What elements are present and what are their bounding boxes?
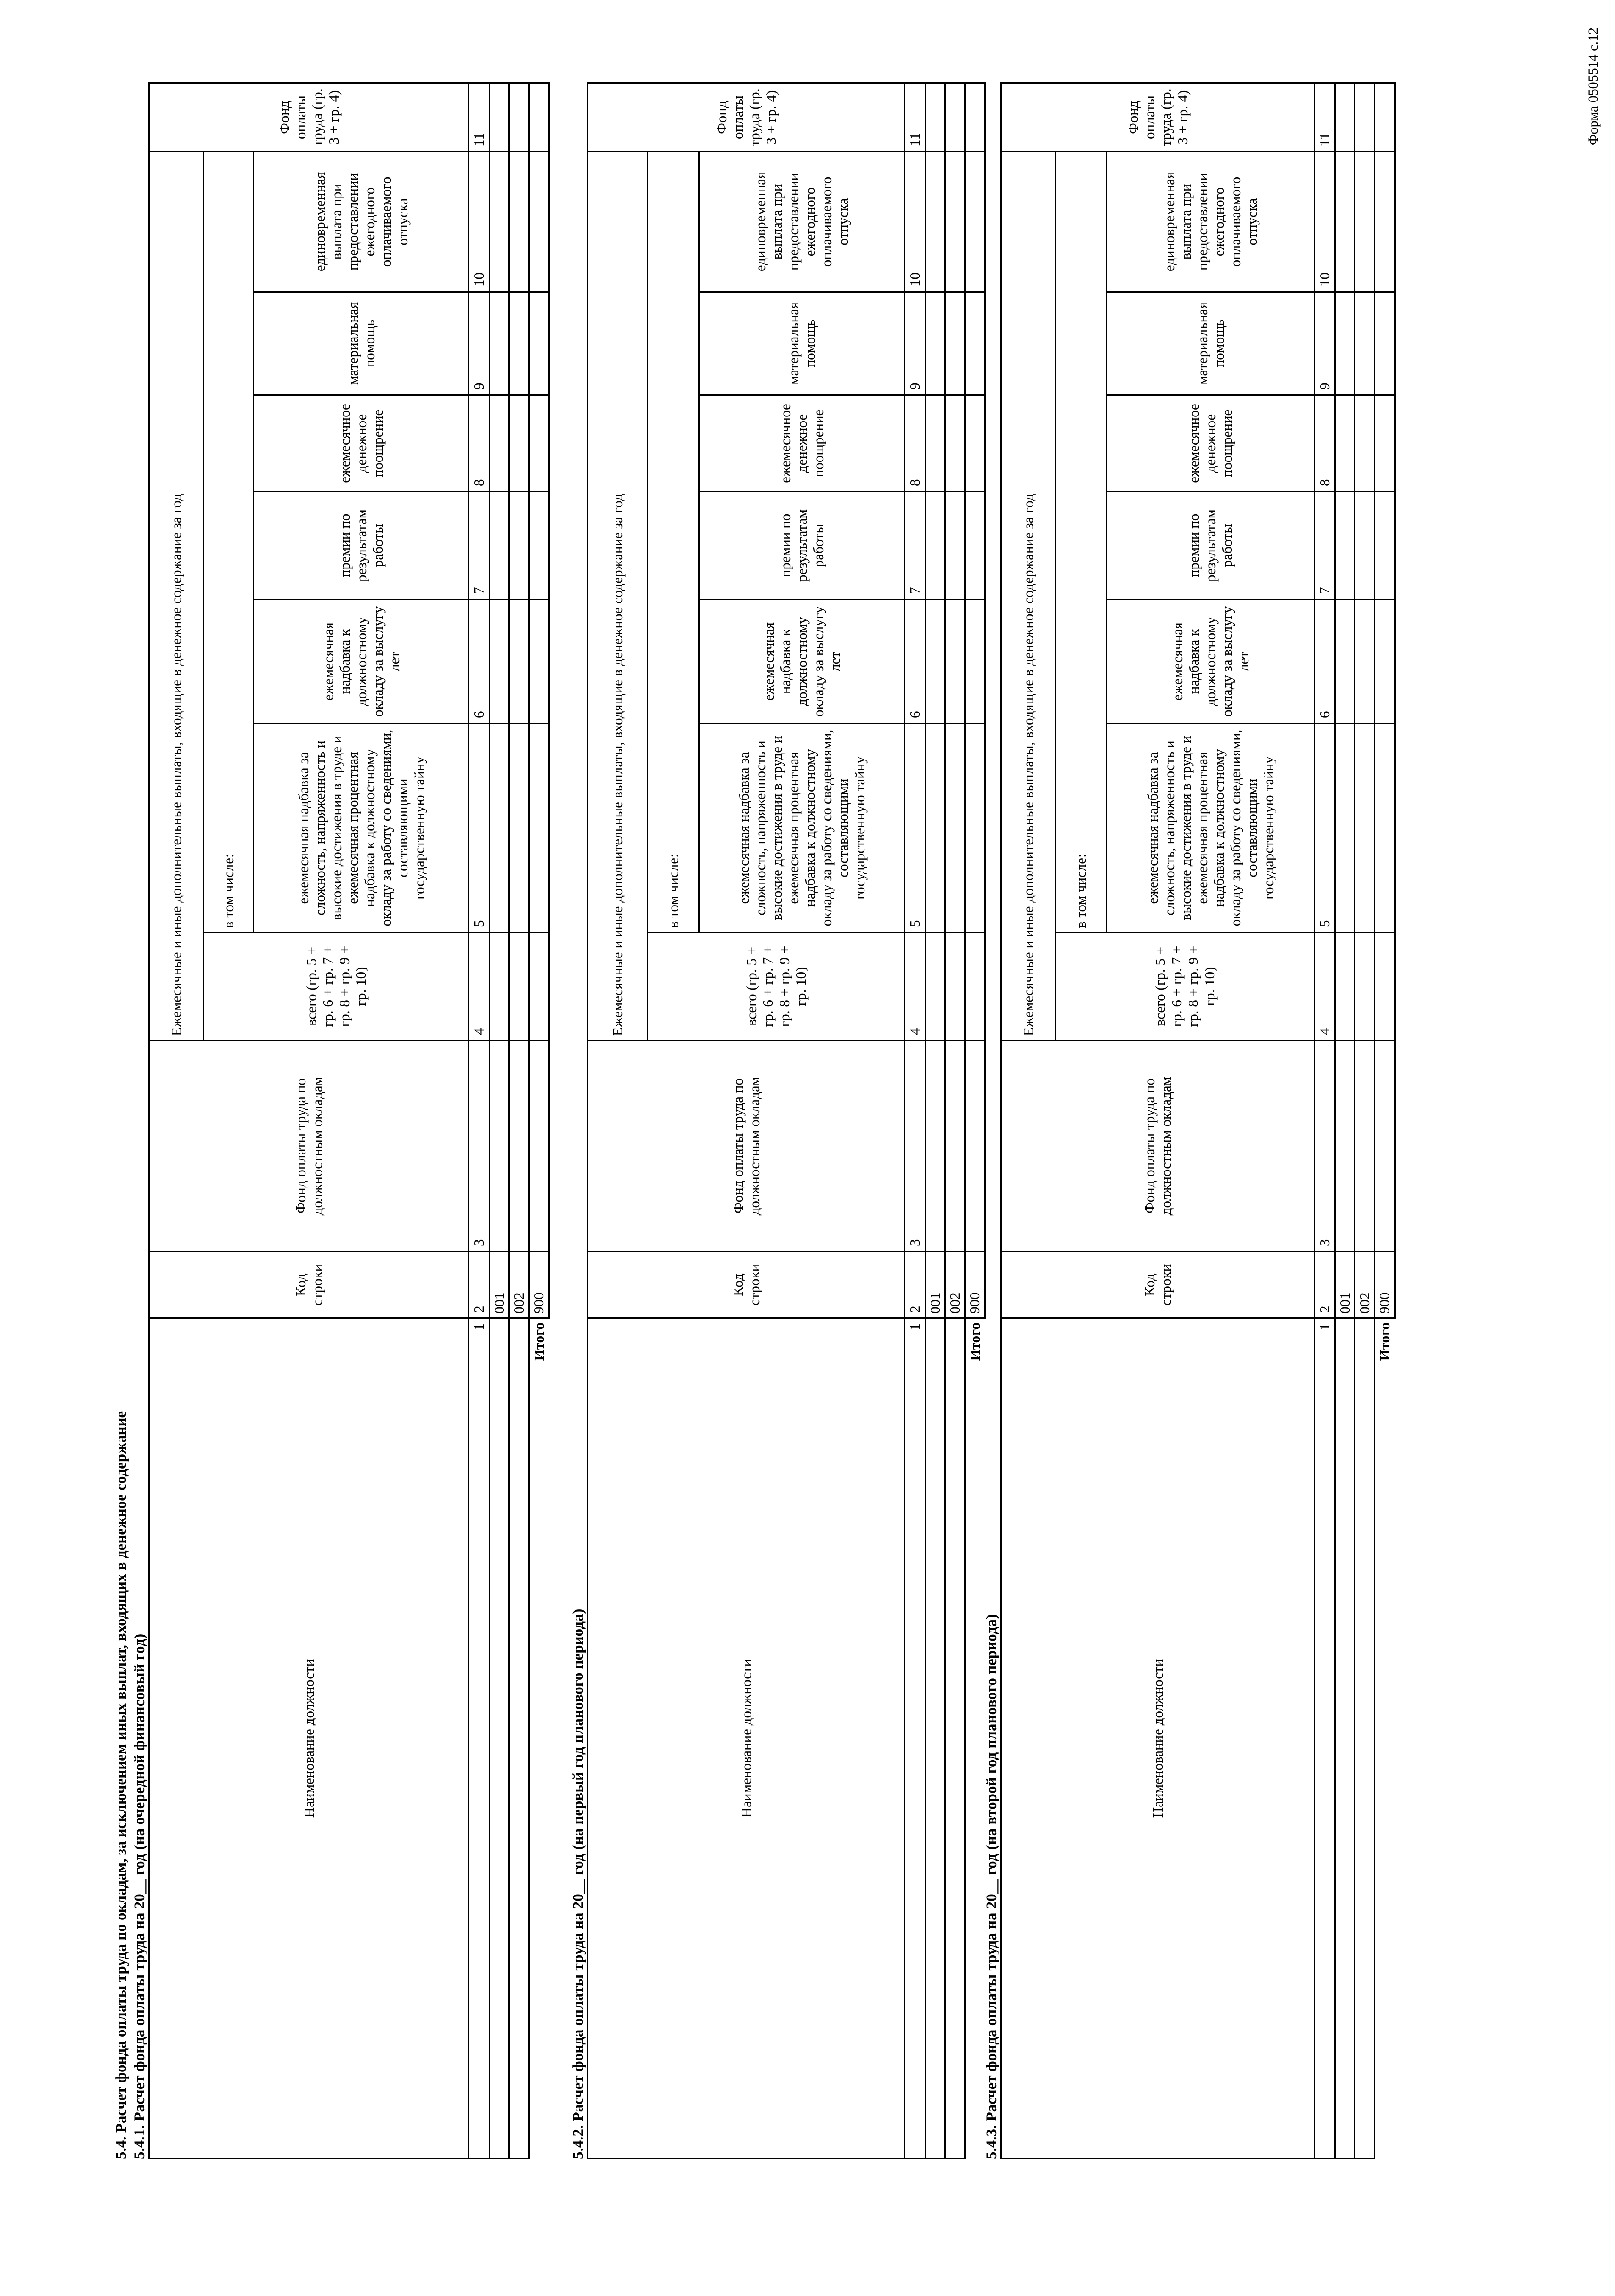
data-cell[interactable]: [945, 492, 965, 600]
column-number-row: [905, 83, 926, 2159]
total-label: Итого: [531, 1322, 548, 1361]
data-cell[interactable]: [509, 1041, 529, 1252]
column-number-7: 7: [1315, 492, 1335, 600]
total-cell[interactable]: [965, 152, 985, 292]
header-monthly-payments: Ежемесячные и иные дополнительные выплаты, входящие в денежное содержание за год: [149, 152, 203, 1041]
total-cell[interactable]: [965, 492, 985, 600]
column-number-3: 3: [1315, 1041, 1335, 1252]
total-label: Итого: [1377, 1322, 1393, 1361]
header-name: Наименование должности: [588, 1318, 905, 2159]
data-cell[interactable]: [509, 83, 529, 152]
section-5-4-1: [131, 84, 550, 2159]
header-col-6: ежемесячная надбавка к должностному окладу за выслугу лет: [1107, 600, 1315, 724]
data-cell[interactable]: [1335, 395, 1355, 492]
header-col-10: единовременная выплата при предоставлении ежегодного оплачиваемого отпуска: [254, 152, 469, 292]
column-number-8: 8: [469, 395, 490, 492]
header-col-5: ежемесячная надбавка за сложность, напряженность и высокие достижения в труде и ежемесячная процентная надбавка к должностному окладу за работу со сведениями, составляющими государственную тайну: [699, 724, 905, 933]
total-cell[interactable]: [1375, 600, 1395, 724]
data-cell[interactable]: [1335, 933, 1355, 1041]
header-name: Наименование должности: [1001, 1318, 1315, 2159]
header-fund-total: Фонд оплаты труда (гр. 3 + гр. 4): [1001, 83, 1315, 152]
column-number-7: 7: [469, 492, 490, 600]
column-number-3: 3: [469, 1041, 490, 1252]
header-row-1: [149, 83, 203, 2159]
header-name: Наименование должности: [149, 1318, 469, 2159]
data-cell[interactable]: [926, 152, 945, 292]
data-cell[interactable]: [490, 492, 509, 600]
data-cell[interactable]: [945, 724, 965, 933]
total-cell[interactable]: [529, 492, 549, 600]
total-label: Итого: [967, 1322, 983, 1361]
data-cell[interactable]: [490, 724, 509, 933]
header-including: в том числе:: [648, 152, 699, 933]
header-col-10: единовременная выплата при предоставлении ежегодного оплачиваемого отпуска: [1107, 152, 1315, 292]
header-col-8: ежемесячное денежное поощрение: [699, 395, 905, 492]
total-cell[interactable]: [1375, 395, 1395, 492]
column-number-6: 6: [905, 600, 926, 724]
data-cell[interactable]: [509, 933, 529, 1041]
total-cell[interactable]: [1375, 292, 1395, 395]
section-title: 5.4.3. Расчет фонда оплаты труда на 20__ год (на второй год планового периода): [983, 1614, 1000, 2159]
data-cell[interactable]: [945, 1041, 965, 1252]
data-cell[interactable]: [1355, 83, 1375, 152]
data-cell[interactable]: [509, 724, 529, 933]
header-code: Код строки: [588, 1252, 905, 1318]
header-fund-salary: Фонд оплаты труда по должностным окладам: [149, 1041, 469, 1252]
total-cell[interactable]: [529, 600, 549, 724]
header-total: всего (гр. 5 + гр. 6 + гр. 7 + гр. 8 + гр. 9 + гр. 10): [203, 933, 469, 1041]
header-fund-salary: Фонд оплаты труда по должностным окладам: [588, 1041, 905, 1252]
data-cell[interactable]: [490, 933, 509, 1041]
data-cell[interactable]: [1335, 1041, 1355, 1252]
total-cell[interactable]: [965, 83, 985, 152]
data-cell[interactable]: [945, 292, 965, 395]
header-col-7: премии по результатам работы: [254, 492, 469, 600]
column-number-6: 6: [469, 600, 490, 724]
total-code: 900: [529, 1252, 549, 1318]
header-total: всего (гр. 5 + гр. 6 + гр. 7 + гр. 8 + гр. 9 + гр. 10): [648, 933, 905, 1041]
column-number-1: 1: [905, 1318, 926, 2159]
column-number-5: 5: [905, 724, 926, 933]
section-title: 5.4.2. Расчет фонда оплаты труда на 20__ год (на первый год планового периода): [570, 1609, 587, 2159]
column-number-9: 9: [905, 292, 926, 395]
column-number-9: 9: [1315, 292, 1335, 395]
row-code: 002: [1355, 1252, 1375, 1318]
total-code: 900: [965, 1252, 985, 1318]
total-cell[interactable]: [1375, 1041, 1395, 1252]
total-row: [529, 83, 549, 2159]
total-row: [965, 83, 985, 2159]
column-number-5: 5: [1315, 724, 1335, 933]
row-code: 002: [509, 1252, 529, 1318]
total-cell[interactable]: [529, 933, 549, 1041]
column-number-9: 9: [469, 292, 490, 395]
header-row-1: [588, 83, 648, 2159]
total-cell[interactable]: [529, 83, 549, 152]
column-number-10: 10: [905, 152, 926, 292]
column-number-10: 10: [469, 152, 490, 292]
data-cell[interactable]: [945, 83, 965, 152]
data-cell[interactable]: [926, 83, 945, 152]
data-cell[interactable]: [1335, 292, 1355, 395]
header-including: в том числе:: [1056, 152, 1107, 933]
total-cell[interactable]: [1375, 492, 1395, 600]
table-row: [1335, 83, 1355, 2159]
data-cell[interactable]: [1355, 152, 1375, 292]
table-row: [926, 83, 945, 2159]
total-cell[interactable]: [965, 724, 985, 933]
header-fund-total: Фонд оплаты труда (гр. 3 + гр. 4): [588, 83, 905, 152]
column-number-2: 2: [905, 1252, 926, 1318]
total-cell[interactable]: [529, 395, 549, 492]
header-col-9: материальная помощь: [254, 292, 469, 395]
data-cell[interactable]: [945, 395, 965, 492]
data-cell[interactable]: [926, 492, 945, 600]
table-row: [509, 83, 529, 2159]
total-cell[interactable]: [1375, 724, 1395, 933]
header-col-6: ежемесячная надбавка к должностному окладу за выслугу лет: [254, 600, 469, 724]
column-number-4: 4: [905, 933, 926, 1041]
data-cell[interactable]: [1355, 600, 1375, 724]
data-cell[interactable]: [509, 1318, 529, 2159]
data-cell[interactable]: [490, 292, 509, 395]
data-cell[interactable]: [945, 1318, 965, 2159]
total-cell[interactable]: [1375, 83, 1395, 152]
column-number-2: 2: [469, 1252, 490, 1318]
data-cell[interactable]: [1355, 1041, 1375, 1252]
total-cell[interactable]: [965, 1041, 985, 1252]
row-code: 002: [945, 1252, 965, 1318]
row-code: 001: [1335, 1252, 1355, 1318]
data-cell[interactable]: [490, 395, 509, 492]
header-col-6: ежемесячная надбавка к должностному окладу за выслугу лет: [699, 600, 905, 724]
table-row: [945, 83, 965, 2159]
total-row: [1375, 83, 1395, 2159]
total-code: 900: [1375, 1252, 1395, 1318]
header-fund-total: Фонд оплаты труда (гр. 3 + гр. 4): [149, 83, 469, 152]
data-cell[interactable]: [509, 292, 529, 395]
column-number-10: 10: [1315, 152, 1335, 292]
data-cell[interactable]: [509, 492, 529, 600]
column-number-8: 8: [905, 395, 926, 492]
header-row-1: [1001, 83, 1056, 2159]
data-cell[interactable]: [1355, 492, 1375, 600]
header-col-5: ежемесячная надбавка за сложность, напряженность и высокие достижения в труде и ежемесячная процентная надбавка к должностному окладу за работу со сведениями, составляющими государственную тайну: [254, 724, 469, 933]
header-col-7: премии по результатам работы: [699, 492, 905, 600]
header-col-8: ежемесячное денежное поощрение: [254, 395, 469, 492]
header-total: всего (гр. 5 + гр. 6 + гр. 7 + гр. 8 + гр. 9 + гр. 10): [1056, 933, 1315, 1041]
section-5-4-2: [570, 84, 986, 2159]
column-number-11: 11: [905, 83, 926, 152]
table-row: [490, 83, 509, 2159]
header-monthly-payments: Ежемесячные и иные дополнительные выплаты, входящие в денежное содержание за год: [1001, 152, 1056, 1041]
column-number-7: 7: [905, 492, 926, 600]
column-number-11: 11: [1315, 83, 1335, 152]
row-code: 001: [490, 1252, 509, 1318]
data-cell[interactable]: [1355, 933, 1375, 1041]
data-cell[interactable]: [490, 600, 509, 724]
data-cell[interactable]: [926, 933, 945, 1041]
data-cell[interactable]: [1335, 152, 1355, 292]
data-cell[interactable]: [926, 395, 945, 492]
total-cell[interactable]: [1375, 152, 1395, 292]
header-monthly-payments: Ежемесячные и иные дополнительные выплаты, входящие в денежное содержание за год: [588, 152, 648, 1041]
data-cell[interactable]: [1335, 600, 1355, 724]
header-col-10: единовременная выплата при предоставлении ежегодного оплачиваемого отпуска: [699, 152, 905, 292]
column-number-row: [1315, 83, 1335, 2159]
header-fund-salary: Фонд оплаты труда по должностным окладам: [1001, 1041, 1315, 1252]
fund-table: [1000, 82, 1396, 2159]
total-cell[interactable]: [1375, 933, 1395, 1041]
header-col-9: материальная помощь: [699, 292, 905, 395]
column-number-1: 1: [1315, 1318, 1335, 2159]
data-cell[interactable]: [509, 600, 529, 724]
column-number-11: 11: [469, 83, 490, 152]
column-number-5: 5: [469, 724, 490, 933]
data-cell[interactable]: [1335, 1318, 1355, 2159]
data-cell[interactable]: [490, 1041, 509, 1252]
header-col-5: ежемесячная надбавка за сложность, напряженность и высокие достижения в труде и ежемесячная процентная надбавка к должностному окладу за работу со сведениями, составляющими государственную тайну: [1107, 724, 1315, 933]
fund-table: [148, 82, 550, 2159]
main-title: 5.4. Расчет фонда оплаты труда по окладам, за исключением иных выплат, входящих в денежное содержание: [113, 1411, 130, 2159]
table-row: [1355, 83, 1375, 2159]
data-cell[interactable]: [945, 152, 965, 292]
total-cell[interactable]: [965, 292, 985, 395]
data-cell[interactable]: [1355, 395, 1375, 492]
total-cell[interactable]: [965, 600, 985, 724]
header-code: Код строки: [1001, 1252, 1315, 1318]
column-number-1: 1: [469, 1318, 490, 2159]
data-cell[interactable]: [1335, 492, 1355, 600]
data-cell[interactable]: [509, 395, 529, 492]
data-cell[interactable]: [1335, 83, 1355, 152]
column-number-8: 8: [1315, 395, 1335, 492]
total-cell[interactable]: [529, 1041, 549, 1252]
section-title: 5.4.1. Расчет фонда оплаты труда на 20__ год (на очередной финансовый год): [131, 1633, 148, 2159]
total-cell[interactable]: [965, 395, 985, 492]
form-code: Форма 0505514 с.12: [1586, 28, 1601, 146]
column-number-6: 6: [1315, 600, 1335, 724]
total-cell[interactable]: [529, 292, 549, 395]
data-cell[interactable]: [926, 292, 945, 395]
total-cell[interactable]: [965, 933, 985, 1041]
data-cell[interactable]: [490, 1318, 509, 2159]
data-cell[interactable]: [490, 152, 509, 292]
data-cell[interactable]: [945, 933, 965, 1041]
data-cell[interactable]: [926, 1041, 945, 1252]
data-cell[interactable]: [1335, 724, 1355, 933]
header-including: в том числе:: [203, 152, 254, 933]
total-cell[interactable]: [529, 724, 549, 933]
data-cell[interactable]: [1355, 292, 1375, 395]
column-number-4: 4: [1315, 933, 1335, 1041]
section-5-4-3: [983, 84, 1396, 2159]
column-number-row: [469, 83, 490, 2159]
data-cell[interactable]: [1355, 724, 1375, 933]
data-cell[interactable]: [945, 600, 965, 724]
header-col-8: ежемесячное денежное поощрение: [1107, 395, 1315, 492]
fund-table: [587, 82, 986, 2159]
header-col-7: премии по результатам работы: [1107, 492, 1315, 600]
data-cell[interactable]: [926, 724, 945, 933]
data-cell[interactable]: [509, 152, 529, 292]
data-cell[interactable]: [926, 1318, 945, 2159]
data-cell[interactable]: [1355, 1318, 1375, 2159]
data-cell[interactable]: [926, 600, 945, 724]
header-code: Код строки: [149, 1252, 469, 1318]
column-number-3: 3: [905, 1041, 926, 1252]
row-code: 001: [926, 1252, 945, 1318]
total-cell[interactable]: [529, 152, 549, 292]
data-cell[interactable]: [490, 83, 509, 152]
header-col-9: материальная помощь: [1107, 292, 1315, 395]
column-number-2: 2: [1315, 1252, 1335, 1318]
column-number-4: 4: [469, 933, 490, 1041]
